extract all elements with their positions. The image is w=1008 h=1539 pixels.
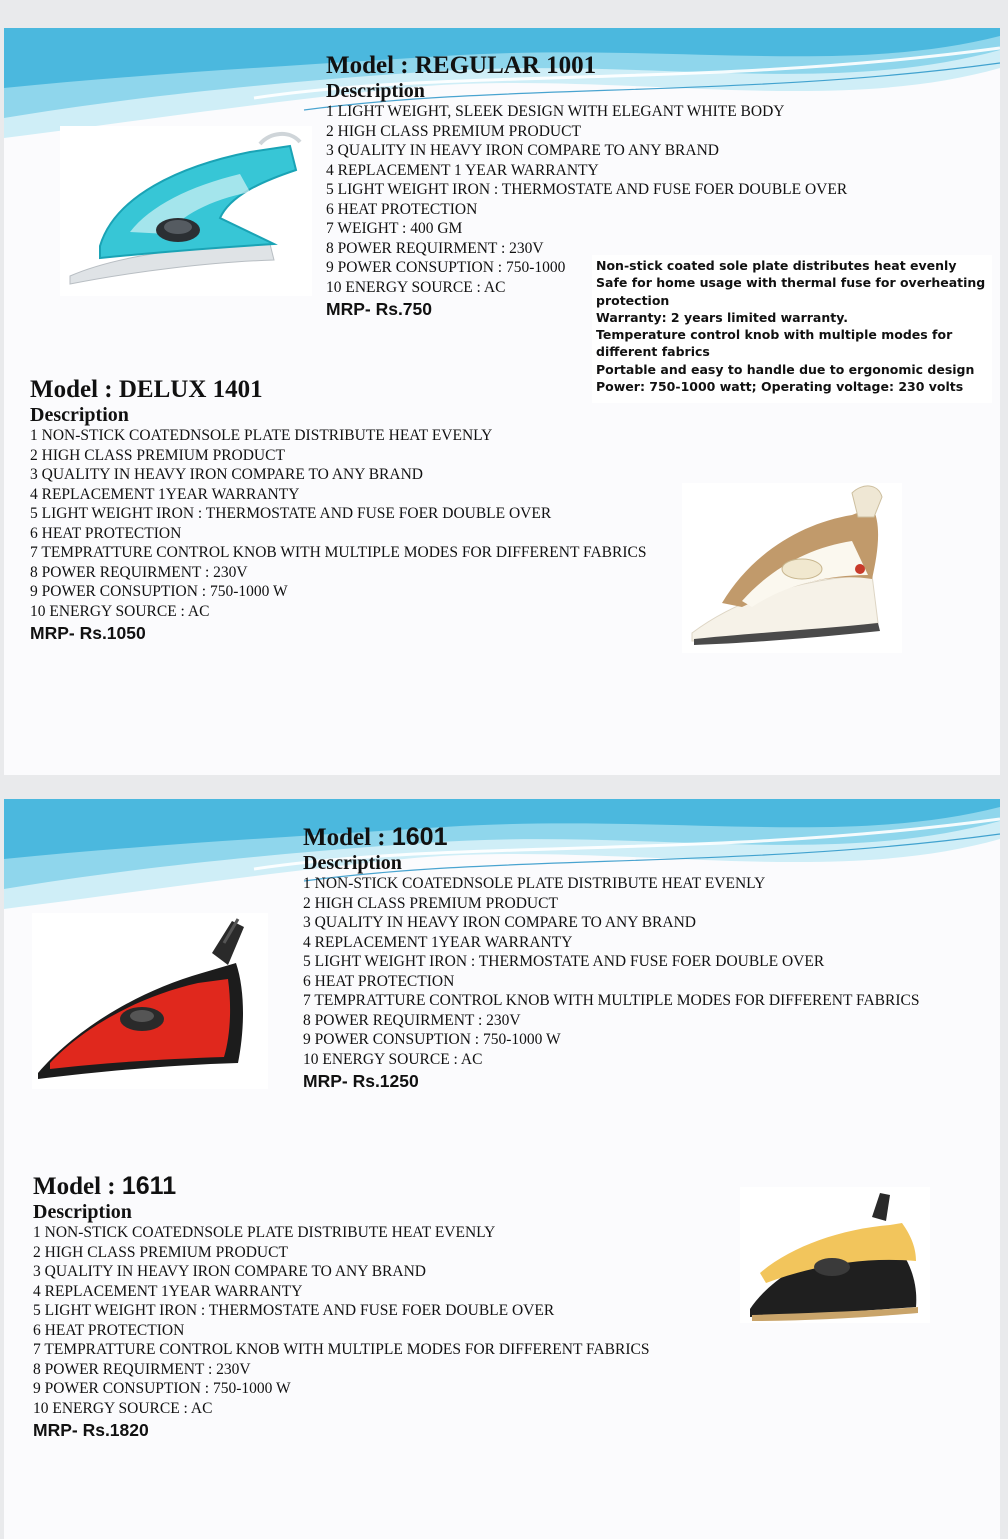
feature-item: 5 LIGHT WEIGHT IRON : THERMOSTATE AND FUSE FOER DOUBLE OVER [303,953,825,970]
model-title: Model : DELUX 1401 [30,376,263,403]
mrp-price: MRP- Rs.1050 [30,623,146,643]
model-title-prefix: Model : [33,1173,122,1200]
model-title-number: 1601 [391,823,448,851]
feature-list [33,1223,649,1418]
feature-item: 9 POWER CONSUPTION : 750-1000 W [33,1380,291,1397]
description-heading: Description [30,404,129,426]
feature-list [30,426,646,621]
model-delux-1401-section [30,376,646,645]
blue-dry-iron-image [60,126,312,296]
red-black-dry-iron-image [32,913,268,1089]
feature-item: 1 NON-STICK COATEDNSOLE PLATE DISTRIBUTE HEAT EVENLY [30,427,493,444]
mrp-price: MRP- Rs.1250 [303,1071,419,1091]
model-1611-section [33,1172,649,1442]
spec-line: Temperature control knob with multiple modes for different fabrics [596,327,953,360]
spec-line: Warranty: 2 years limited warranty. [596,309,848,325]
model-title: Model : REGULAR 1001 [326,52,597,79]
feature-item: 7 TEMPRATTURE CONTROL KNOB WITH MULTIPLE MODES FOR DIFFERENT FABRICS [30,544,647,561]
feature-item: 2 HIGH CLASS PREMIUM PRODUCT [30,446,285,464]
yellow-black-dry-iron-image [740,1187,930,1323]
feature-item: 2 HIGH CLASS PREMIUM PRODUCT [326,122,581,140]
mrp-price: MRP- Rs.1820 [33,1420,149,1440]
spec-line: Safe for home usage with thermal fuse for overheating protection [596,275,986,308]
feature-item: 9 POWER CONSUPTION : 750-1000 [326,259,566,276]
description-heading: Description [326,80,425,102]
feature-item: 10 ENERGY SOURCE : AC [30,602,210,620]
feature-item: 10 ENERGY SOURCE : AC [326,278,506,296]
feature-spec-callout [592,255,992,403]
description-heading: Description [33,1201,132,1223]
feature-item: 8 POWER REQUIRMENT : 230V [326,239,544,257]
model-title-number: 1611 [121,1172,177,1200]
feature-item: 3 QUALITY IN HEAVY IRON COMPARE TO ANY BRAND [326,142,719,159]
feature-item: 8 POWER REQUIRMENT : 230V [30,563,248,581]
model-1601-section [303,823,919,1093]
feature-item: 10 ENERGY SOURCE : AC [303,1050,483,1068]
feature-item: 6 HEAT PROTECTION [326,200,478,218]
mrp-price: MRP- Rs.750 [326,299,433,319]
spec-line: Power: 750-1000 watt; Operating voltage: 230 volts [596,379,964,395]
feature-item: 8 POWER REQUIRMENT : 230V [33,1360,251,1378]
feature-item: 8 POWER REQUIRMENT : 230V [303,1011,521,1029]
feature-item: 6 HEAT PROTECTION [303,972,455,990]
model-title [33,1172,649,1201]
feature-item: 7 TEMPRATTURE CONTROL KNOB WITH MULTIPLE MODES FOR DIFFERENT FABRICS [303,992,920,1009]
feature-item: 6 HEAT PROTECTION [30,524,182,542]
feature-item: 6 HEAT PROTECTION [33,1321,185,1339]
feature-item: 3 QUALITY IN HEAVY IRON COMPARE TO ANY BRAND [303,914,696,931]
feature-item: 5 LIGHT WEIGHT IRON : THERMOSTATE AND FUSE FOER DOUBLE OVER [33,1302,555,1319]
feature-item: 4 REPLACEMENT 1YEAR WARRANTY [33,1282,303,1300]
feature-item: 4 REPLACEMENT 1 YEAR WARRANTY [326,161,599,179]
feature-item: 1 NON-STICK COATEDNSOLE PLATE DISTRIBUTE HEAT EVENLY [33,1224,496,1241]
feature-item: 9 POWER CONSUPTION : 750-1000 W [30,583,288,600]
feature-item: 1 LIGHT WEIGHT, SLEEK DESIGN WITH ELEGANT WHITE BODY [326,103,785,120]
feature-item: 2 HIGH CLASS PREMIUM PRODUCT [303,894,558,912]
white-gold-dry-iron-image [682,483,902,653]
feature-item: 2 HIGH CLASS PREMIUM PRODUCT [33,1243,288,1261]
feature-item: 4 REPLACEMENT 1YEAR WARRANTY [30,485,300,503]
catalog-slide-1 [4,28,1000,775]
feature-item: 3 QUALITY IN HEAVY IRON COMPARE TO ANY BRAND [33,1263,426,1280]
feature-item: 7 WEIGHT : 400 GM [326,220,463,237]
feature-item: 5 LIGHT WEIGHT IRON : THERMOSTATE AND FUSE FOER DOUBLE OVER [30,505,552,522]
description-heading: Description [303,852,402,874]
feature-item: 4 REPLACEMENT 1YEAR WARRANTY [303,933,573,951]
feature-item: 1 NON-STICK COATEDNSOLE PLATE DISTRIBUTE HEAT EVENLY [303,875,766,892]
feature-list [303,874,919,1069]
spec-line: Portable and easy to handle due to ergonomic design [596,361,975,377]
feature-item: 7 TEMPRATTURE CONTROL KNOB WITH MULTIPLE MODES FOR DIFFERENT FABRICS [33,1341,650,1358]
model-title-prefix: Model : [303,824,392,851]
feature-item: 5 LIGHT WEIGHT IRON : THERMOSTATE AND FUSE FOER DOUBLE OVER [326,181,848,198]
spec-line: Non-stick coated sole plate distributes heat evenly [596,258,957,273]
model-title [303,823,919,852]
feature-item: 10 ENERGY SOURCE : AC [33,1399,213,1417]
feature-item: 9 POWER CONSUPTION : 750-1000 W [303,1031,561,1048]
feature-item: 3 QUALITY IN HEAVY IRON COMPARE TO ANY BRAND [30,466,423,483]
catalog-slide-2 [4,799,1000,1539]
